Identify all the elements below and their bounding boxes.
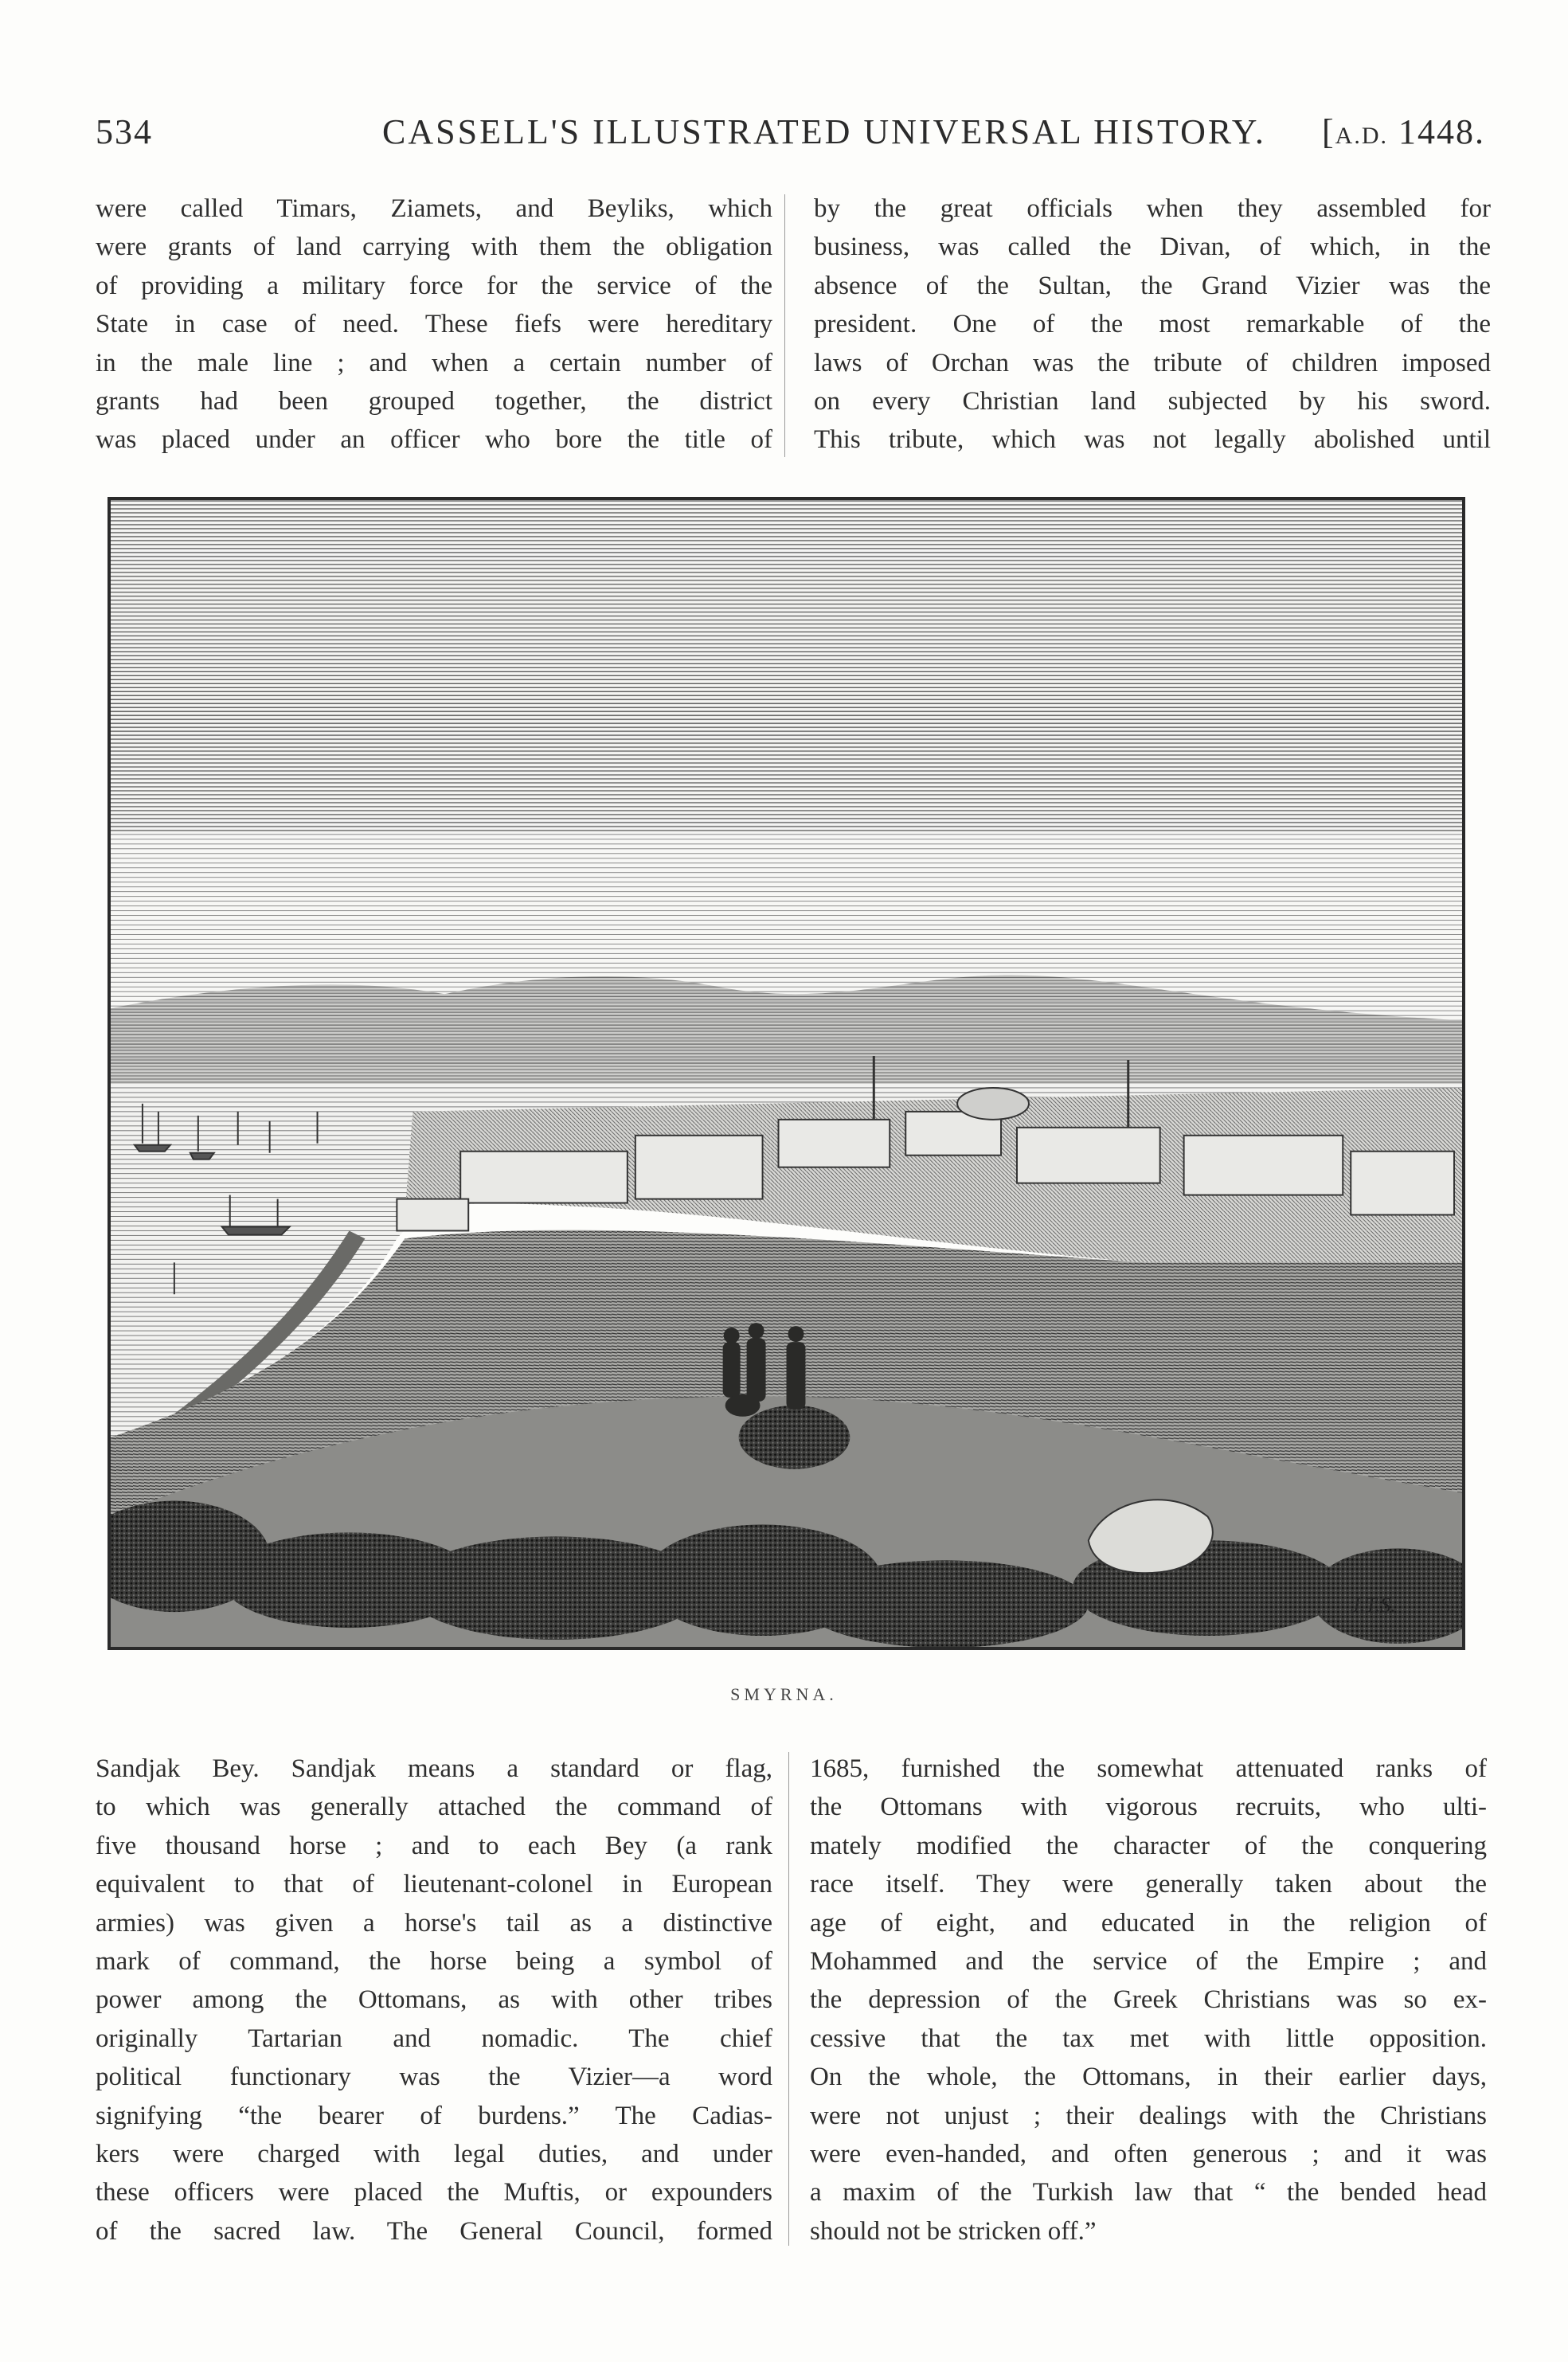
running-head (96, 111, 1485, 159)
text-line: of providing a military force for the service of the (96, 271, 772, 300)
text-line: Sandjak Bey. Sandjak means a standard or flag, (96, 1754, 772, 1783)
text-line: to which was generally attached the command of (96, 1793, 772, 1822)
engraving-artwork (111, 500, 1462, 1647)
text-line: age of eight, and educated in the religion of (810, 1908, 1487, 1938)
text-line: the Ottomans with vigorous recruits, who ulti- (810, 1793, 1487, 1822)
date-era: A.D. (1335, 123, 1388, 149)
text-line: were grants of land carrying with them the obligation (96, 233, 772, 262)
text-line: president. One of the most remarkable of the (814, 310, 1491, 339)
text-line: of the sacred law. The General Council, formed (96, 2216, 772, 2246)
mosque-dome (957, 1088, 1029, 1120)
text-line: in the male line ; and when a certain number of (96, 348, 772, 377)
text-line: were even-handed, and often generous ; and it was (810, 2139, 1487, 2168)
text-line: these officers were placed the Muftis, or expounders (96, 2178, 772, 2208)
text-line: grants had been grouped together, the district (96, 386, 772, 416)
text-line: equivalent to that of lieutenant-colonel in European (96, 1870, 772, 1899)
date-bracket: [ (1322, 112, 1335, 151)
text-line: originally Tartarian and nomadic. The chief (96, 2024, 772, 2053)
date-year: 1448. (1398, 112, 1485, 151)
text-line: race itself. They were generally taken about the (810, 1870, 1487, 1899)
text-line: cessive that the tax met with little opposition. (810, 2024, 1487, 2053)
page-number: 534 (96, 112, 153, 151)
text-line: were not unjust ; their dealings with the Christians (810, 2101, 1487, 2130)
text-line: laws of Orchan was the tribute of children imposed (814, 348, 1491, 377)
text-line: should not be stricken off.” (810, 2216, 1097, 2246)
text-line: This tribute, which was not legally abolished until (814, 425, 1491, 455)
text-line: five thousand horse ; and to each Bey (a rank (96, 1831, 772, 1860)
text-line: Mohammed and the service of the Empire ; and (810, 1946, 1487, 1976)
top-right-column (814, 190, 1491, 459)
bottom-left-column (96, 1750, 772, 2251)
text-line: was placed under an officer who bore the title of (96, 425, 772, 455)
bottom-right-column (810, 1750, 1487, 2251)
text-line: On the whole, the Ottomans, in their earlier days, (810, 2063, 1487, 2092)
text-line: a maxim of the Turkish law that “ the bended head (810, 2178, 1487, 2208)
text-line: mark of command, the horse being a symbol of (96, 1946, 772, 1976)
figure-caption: SMYRNA. (730, 1684, 838, 1704)
text-line: power among the Ottomans, as with other tribes (96, 1985, 772, 2015)
text-line: by the great officials when they assembled for (814, 194, 1491, 223)
text-line: on every Christian land subjected by his sword. (814, 386, 1491, 416)
text-line: business, was called the Divan, of which, in the (814, 233, 1491, 262)
text-line: State in case of need. These fiefs were hereditary (96, 310, 772, 339)
date-marker (1322, 111, 1485, 152)
column-divider (784, 194, 785, 457)
top-left-column (96, 190, 772, 459)
text-line: the depression of the Greek Christians was so ex- (810, 1985, 1487, 2015)
text-line: political functionary was the Vizier—a word (96, 2063, 772, 2092)
text-line: were called Timars, Ziamets, and Beyliks, which (96, 194, 772, 223)
sky-area (111, 500, 1462, 834)
text-line: armies) was given a horse's tail as a distinctive (96, 1908, 772, 1938)
book-title: CASSELL'S ILLUSTRATED UNIVERSAL HISTORY. (382, 112, 1266, 151)
text-line: kers were charged with legal duties, and under (96, 2139, 772, 2168)
text-line: absence of the Sultan, the Grand Vizier was the (814, 271, 1491, 300)
text-line: 1685, furnished the somewhat attenuated ranks of (810, 1754, 1487, 1783)
column-divider (788, 1752, 789, 2246)
text-line: signifying “the bearer of burdens.” The Cadias- (96, 2101, 772, 2130)
text-line: mately modified the character of the conquering (810, 1831, 1487, 1860)
smyrna-engraving (108, 497, 1465, 1650)
artist-signature: J.T.S. (1351, 1594, 1396, 1617)
